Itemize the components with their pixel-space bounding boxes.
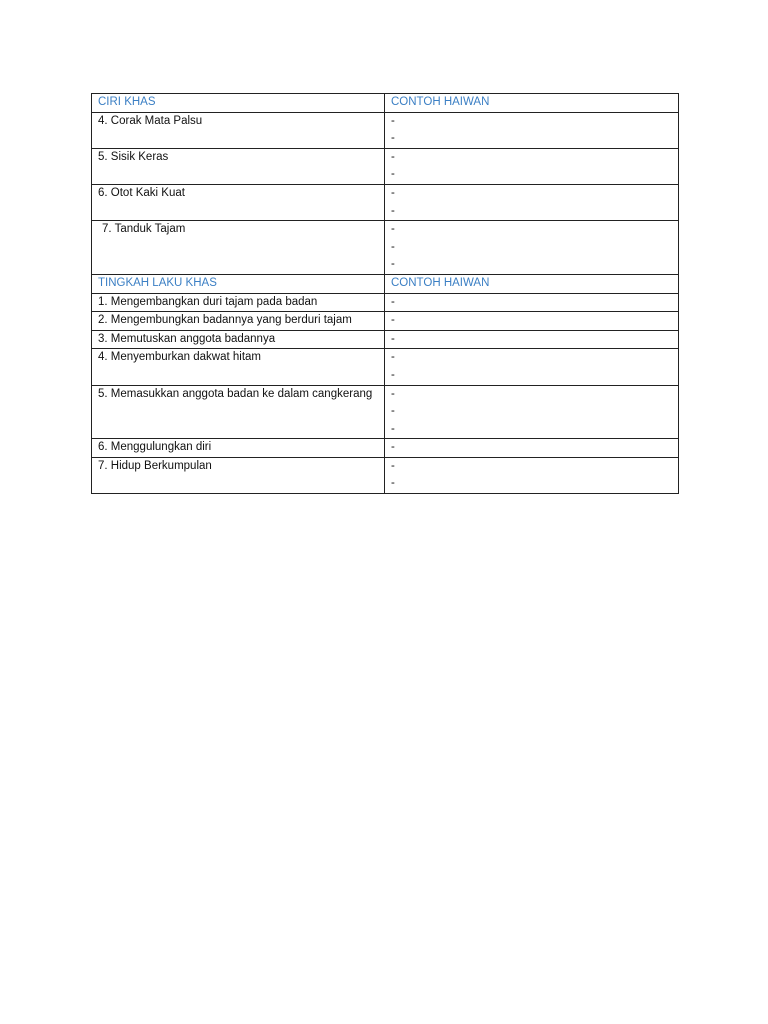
example-blank: - xyxy=(391,405,395,418)
row-examples xyxy=(385,293,679,312)
example-blank: - xyxy=(391,441,395,454)
header-ciri-khas: CIRI KHAS xyxy=(92,94,385,113)
example-blank: - xyxy=(391,351,395,364)
example-blank: - xyxy=(391,132,395,145)
example-blank: - xyxy=(391,204,395,217)
table-row xyxy=(92,385,679,439)
section-header-row xyxy=(92,274,679,293)
example-blank: - xyxy=(391,332,395,345)
example-blank: - xyxy=(391,295,395,308)
row-examples xyxy=(385,385,679,439)
row-examples xyxy=(385,221,679,275)
header-contoh-haiwan: CONTOH HAIWAN xyxy=(385,274,679,293)
header-tingkah-laku-khas: TINGKAH LAKU KHAS xyxy=(92,274,385,293)
row-examples xyxy=(385,184,679,220)
example-blank: - xyxy=(391,168,395,181)
example-blank: - xyxy=(391,477,395,490)
row-examples xyxy=(385,439,679,458)
row-examples xyxy=(385,457,679,493)
section-header-row xyxy=(92,94,679,113)
example-blank: - xyxy=(391,114,395,127)
table-row xyxy=(92,439,679,458)
row-label: 6. Menggulungkan diri xyxy=(92,439,385,458)
row-examples xyxy=(385,312,679,331)
row-label: 2. Mengembungkan badannya yang berduri tajam xyxy=(92,312,385,331)
example-blank: - xyxy=(391,186,395,199)
row-label: 6. Otot Kaki Kuat xyxy=(92,184,385,220)
table-row xyxy=(92,112,679,148)
example-blank: - xyxy=(391,258,395,271)
row-examples xyxy=(385,148,679,184)
table-row xyxy=(92,184,679,220)
header-contoh-haiwan: CONTOH HAIWAN xyxy=(385,94,679,113)
table-row xyxy=(92,221,679,275)
example-blank: - xyxy=(391,368,395,381)
example-blank: - xyxy=(391,150,395,163)
row-label: 7. Tanduk Tajam xyxy=(92,221,385,275)
row-label: 5. Memasukkan anggota badan ke dalam cangkerang xyxy=(92,385,385,439)
animal-adaptation-table xyxy=(91,93,679,494)
example-blank: - xyxy=(391,240,395,253)
example-blank: - xyxy=(391,387,395,400)
row-label: 3. Memutuskan anggota badannya xyxy=(92,330,385,349)
table-row xyxy=(92,457,679,493)
table-row xyxy=(92,312,679,331)
row-label: 4. Corak Mata Palsu xyxy=(92,112,385,148)
example-blank: - xyxy=(391,314,395,327)
row-label: 1. Mengembangkan duri tajam pada badan xyxy=(92,293,385,312)
row-label: 5. Sisik Keras xyxy=(92,148,385,184)
example-blank: - xyxy=(391,459,395,472)
table-row xyxy=(92,330,679,349)
example-blank: - xyxy=(391,223,395,236)
row-examples xyxy=(385,330,679,349)
example-blank: - xyxy=(391,422,395,435)
table-row xyxy=(92,293,679,312)
row-examples xyxy=(385,349,679,385)
row-label: 7. Hidup Berkumpulan xyxy=(92,457,385,493)
row-examples xyxy=(385,112,679,148)
table-row xyxy=(92,349,679,385)
row-label: 4. Menyemburkan dakwat hitam xyxy=(92,349,385,385)
table-row xyxy=(92,148,679,184)
